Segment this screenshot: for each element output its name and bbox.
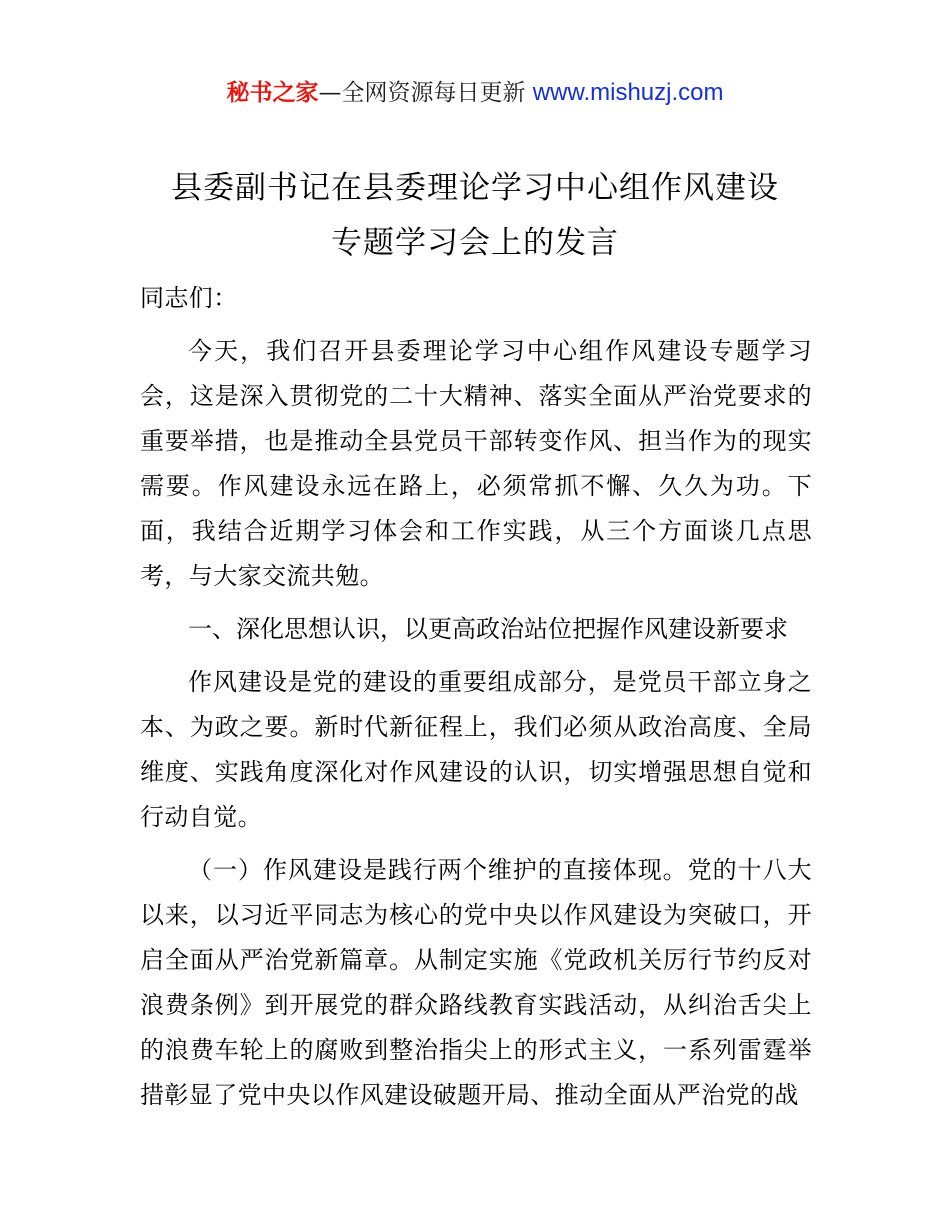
- paragraph-intro: 今天，我们召开县委理论学习中心组作风建设专题学习会，这是深入贯彻党的二十大精神、落实全面从严治党要求的重要举措，也是推动全县党员干部转变作风、担当作为的现实需要。作风建设永远在路上，必须常抓不懈、久久为功。下面，我结合近期学习体会和工作实践，从三个方面谈几点思考，与大家交流共勉。: [140, 337, 812, 590]
- document-title-line-1: 县委副书记在县委理论学习中心组作风建设: [171, 170, 779, 206]
- paragraph-section-1: 作风建设是党的建设的重要组成部分，是党员干部立身之本、为政之要。新时代新征程上，我们必须从政治高度、全局维度、实践角度深化对作风建设的认识，切实增强思想自觉和行动自觉。: [140, 668, 812, 831]
- site-tagline: —全网资源每日更新: [318, 80, 533, 106]
- site-url-link[interactable]: www.mishuzj.com: [532, 79, 724, 106]
- paragraph-subsection-1: （一）作风建设是践行两个维护的直接体现。党的十八大以来，以习近平同志为核心的党中央以作风建设为突破口，开启全面从严治党新篇章。从制定实施《党政机关厉行节约反对浪费条例》到开展党的群众路线教育实践活动，从纠治舌尖上的浪费车轮上的腐败到整治指尖上的形式主义，一系列雷霆举措彰显了党中央以作风建设破题开局、推动全面从严治党的战: [140, 856, 812, 1109]
- section-heading-1: 一、深化思想认识，以更高政治站位把握作风建设新要求: [188, 615, 788, 643]
- document-title-line-2: 专题学习会上的发言: [331, 225, 619, 261]
- salutation: 同志们：: [140, 284, 238, 312]
- document-body: [140, 276, 812, 1126]
- site-brand: 秘书之家: [226, 80, 319, 106]
- site-header: [0, 78, 950, 108]
